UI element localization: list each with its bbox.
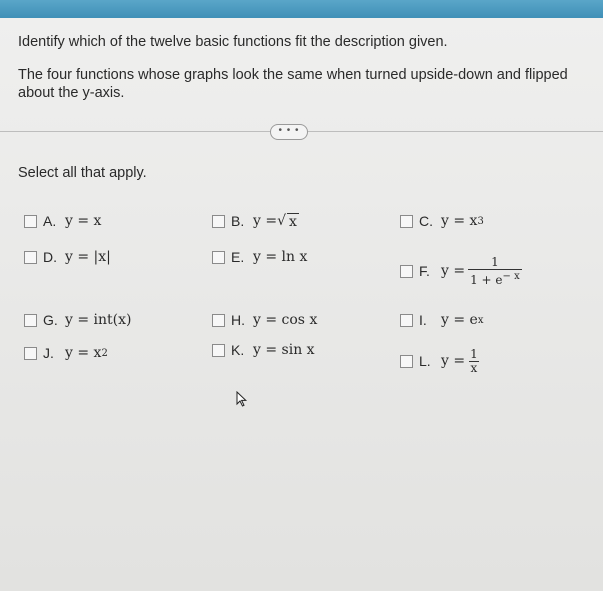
option-formula xyxy=(253,213,299,230)
option-letter: A. xyxy=(43,213,57,229)
checkbox-a[interactable] xyxy=(24,215,37,228)
fraction xyxy=(468,256,522,287)
numerator: 1 xyxy=(491,254,499,269)
denominator-base: 1 + e xyxy=(470,272,503,287)
instruction-text: Select all that apply. xyxy=(18,165,147,181)
checkbox-h[interactable] xyxy=(212,314,225,327)
option-j[interactable] xyxy=(24,342,108,364)
option-letter: I. xyxy=(419,312,427,328)
option-b[interactable] xyxy=(212,210,299,232)
option-letter: G. xyxy=(43,312,58,328)
option-a[interactable] xyxy=(24,210,101,232)
option-formula xyxy=(441,312,483,328)
question-title: Identify which of the twelve basic functions fit the description given. xyxy=(18,34,448,50)
checkbox-l[interactable] xyxy=(400,355,413,368)
option-g[interactable] xyxy=(24,309,131,331)
option-f[interactable] xyxy=(400,256,522,286)
checkbox-e[interactable] xyxy=(212,251,225,264)
exponent: x xyxy=(477,314,484,326)
option-formula: y = cos x xyxy=(253,312,318,328)
option-l[interactable] xyxy=(400,346,480,376)
checkbox-f[interactable] xyxy=(400,265,413,278)
option-letter: B. xyxy=(231,213,245,229)
checkbox-b[interactable] xyxy=(212,215,225,228)
option-letter: H. xyxy=(231,312,245,328)
option-formula: y = |x| xyxy=(65,249,111,265)
formula-prefix: y = e xyxy=(441,312,478,328)
checkbox-d[interactable] xyxy=(24,251,37,264)
checkbox-j[interactable] xyxy=(24,347,37,360)
option-letter: J. xyxy=(43,345,54,361)
option-formula: y = x xyxy=(65,213,102,229)
option-i[interactable] xyxy=(400,309,483,331)
option-d[interactable] xyxy=(24,246,111,268)
option-formula: y = int(x) xyxy=(65,312,132,328)
sqrt-icon: √ xyxy=(277,213,287,229)
option-letter: E. xyxy=(231,249,245,265)
checkbox-k[interactable] xyxy=(212,344,225,357)
formula-prefix: y = x xyxy=(65,345,102,361)
option-formula xyxy=(65,345,108,361)
exponent: − x xyxy=(502,270,520,282)
question-panel xyxy=(0,18,603,591)
checkbox-i[interactable] xyxy=(400,314,413,327)
option-formula: y = sin x xyxy=(253,342,315,358)
mouse-cursor-icon xyxy=(236,391,248,407)
option-formula xyxy=(441,256,522,287)
top-bar xyxy=(0,0,603,18)
denominator xyxy=(468,269,522,287)
exponent: 3 xyxy=(477,215,484,227)
checkbox-c[interactable] xyxy=(400,215,413,228)
formula-prefix: y = xyxy=(441,263,466,279)
option-letter: D. xyxy=(43,249,57,265)
formula-prefix: y = xyxy=(253,213,278,229)
numerator: 1 xyxy=(470,346,478,361)
denominator: x xyxy=(470,360,478,375)
option-letter: C. xyxy=(419,213,433,229)
expand-more-button[interactable]: • • • xyxy=(270,124,308,140)
option-letter: L. xyxy=(419,353,431,369)
option-letter: F. xyxy=(419,263,430,279)
question-description: The four functions whose graphs look the same when turned upside-down and flipped about the y-axis. xyxy=(18,67,568,101)
radicand: x xyxy=(289,213,297,230)
checkbox-g[interactable] xyxy=(24,314,37,327)
option-e[interactable] xyxy=(212,246,307,268)
option-h[interactable] xyxy=(212,309,317,331)
fraction xyxy=(468,348,480,375)
option-formula: y = ln x xyxy=(253,249,308,265)
option-k[interactable] xyxy=(212,339,315,361)
option-letter: K. xyxy=(231,342,245,358)
formula-prefix: y = xyxy=(441,353,466,369)
option-c[interactable] xyxy=(400,210,484,232)
exponent: 2 xyxy=(101,347,108,359)
option-formula xyxy=(441,348,480,375)
option-formula xyxy=(441,213,484,229)
formula-prefix: y = x xyxy=(441,213,478,229)
